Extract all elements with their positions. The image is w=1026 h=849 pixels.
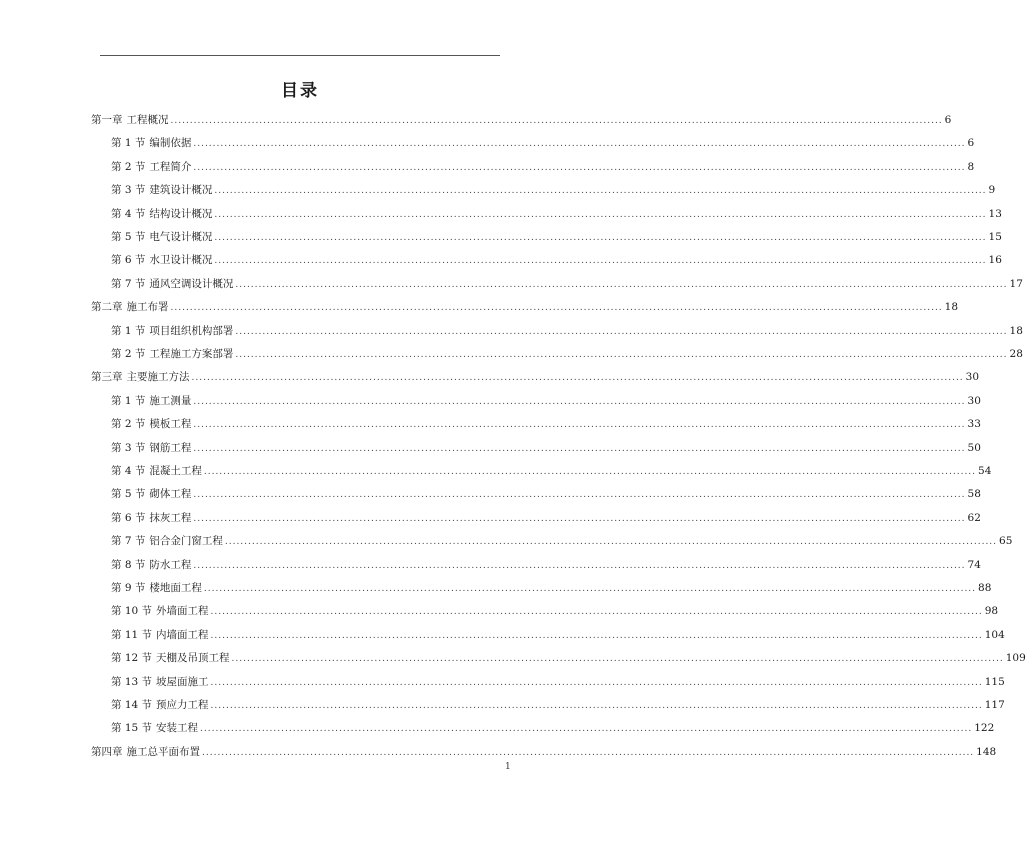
header-rule (100, 55, 500, 56)
toc-entry-title: 钢筋工程 (149, 441, 192, 454)
toc-entry-label (111, 486, 191, 502)
toc-entry-number: 第 3 节 (111, 441, 146, 454)
toc-entry-title: 混凝土工程 (149, 465, 202, 477)
toc-entry-page: 65 (999, 535, 1013, 548)
toc-entry-number: 第 9 节 (111, 582, 146, 594)
toc-entry-page: 18 (944, 301, 959, 314)
toc-entry-label (91, 369, 190, 385)
toc-entry-label (111, 135, 191, 151)
toc-entry-page: 6 (967, 137, 975, 150)
toc-entry-title: 工程概况 (126, 114, 169, 126)
toc-leader-dots: ........................................................................................................................................................................................................ (193, 443, 966, 454)
toc-entry-page: 28 (1009, 348, 1023, 360)
toc-entry-number: 第 2 节 (111, 348, 146, 360)
toc-entry-page: 9 (988, 184, 996, 197)
toc-entry-number: 第 15 节 (111, 722, 153, 735)
toc-entry-title: 楼地面工程 (149, 582, 202, 594)
toc-entry-title: 铝合金门窗工程 (149, 535, 223, 548)
toc-leader-dots: ........................................................................................................................................................................................................ (193, 490, 966, 501)
toc-entry-label (111, 674, 209, 690)
toc-entry-title: 通风空调设计概况 (149, 277, 234, 290)
toc-section-entry[interactable] (111, 533, 1013, 549)
toc-entry-number: 第 6 节 (111, 254, 146, 267)
toc-leader-dots: ........................................................................................................................................................................................................ (214, 186, 987, 197)
toc-leader-dots: ........................................................................................................................................................................................................ (235, 350, 1008, 360)
toc-entry-title: 砌体工程 (149, 488, 192, 501)
toc-leader-dots: ........................................................................................................................................................................................................ (210, 677, 983, 688)
toc-section-entry[interactable] (111, 486, 981, 502)
toc-entry-title: 施工布署 (126, 301, 169, 314)
toc-entry-number: 第三章 (91, 371, 123, 384)
toc-leader-dots: ........................................................................................................................................................................................................ (202, 747, 975, 758)
toc-entry-label (111, 276, 233, 292)
toc-entry-page: 88 (978, 582, 992, 594)
toc-chapter-entry[interactable] (91, 112, 952, 128)
toc-leader-dots: ........................................................................................................................................................................................................ (193, 560, 966, 571)
toc-entry-label (111, 510, 191, 526)
toc-entry-page: 104 (984, 628, 1005, 641)
toc-entry-number: 第 7 节 (111, 535, 146, 548)
toc-entry-label (111, 206, 212, 222)
toc-entry-label (111, 603, 209, 619)
toc-leader-dots: ........................................................................................................................................................................................................ (170, 303, 943, 314)
toc-leader-dots: ........................................................................................................................................................................................................ (170, 116, 943, 126)
toc-leader-dots: ........................................................................................................................................................................................................ (224, 537, 998, 548)
toc-entry-number: 第 4 节 (111, 465, 146, 477)
toc-entry-label (111, 182, 212, 198)
toc-entry-number: 第 5 节 (111, 488, 146, 501)
toc-section-entry[interactable] (111, 206, 1002, 222)
toc-entry-number: 第 12 节 (111, 652, 153, 665)
toc-entry-title: 建筑设计概况 (149, 184, 213, 197)
toc-section-entry[interactable] (111, 650, 1026, 666)
toc-section-entry[interactable] (111, 463, 992, 479)
toc-leader-dots: ........................................................................................................................................................................................................ (214, 256, 987, 267)
toc-section-entry[interactable] (111, 323, 1023, 339)
toc-entry-number: 第 13 节 (111, 675, 153, 688)
toc-entry-number: 第 1 节 (111, 137, 146, 150)
toc-leader-dots: ........................................................................................................................................................................................................ (193, 420, 966, 431)
toc-leader-dots: ........................................................................................................................................................................................................ (203, 584, 977, 594)
toc-entry-page: 115 (984, 675, 1005, 688)
toc-entry-page: 148 (976, 745, 997, 758)
toc-entry-label (111, 252, 212, 268)
toc-entry-page: 17 (1009, 277, 1023, 290)
toc-entry-number: 第 5 节 (111, 231, 146, 243)
toc-entry-number: 第 10 节 (111, 605, 153, 618)
toc-entry-title: 天棚及吊顶工程 (156, 652, 230, 665)
toc-entry-page: 54 (978, 465, 992, 477)
toc-section-entry[interactable] (111, 229, 1002, 245)
toc-chapter-entry[interactable] (91, 744, 997, 760)
toc-section-entry[interactable] (111, 416, 981, 432)
toc-entry-label (111, 346, 233, 362)
toc-entry-page: 98 (984, 605, 999, 618)
toc-leader-dots: ........................................................................................................................................................................................................ (191, 373, 964, 384)
toc-entry-number: 第四章 (91, 745, 123, 758)
toc-entry-label (111, 580, 202, 596)
toc-entry-page: 58 (967, 488, 981, 501)
toc-entry-label (111, 720, 198, 736)
page-number: 1 (505, 762, 511, 772)
toc-entry-label (111, 229, 212, 245)
toc-entry-page: 18 (1009, 324, 1023, 337)
toc-section-entry[interactable] (111, 720, 995, 736)
toc-section-entry[interactable] (111, 674, 1005, 690)
toc-entry-page: 33 (967, 418, 981, 431)
toc-entry-title: 编制依据 (149, 137, 192, 150)
toc-entry-label (111, 697, 209, 713)
toc-entry-page: 122 (974, 722, 995, 735)
toc-entry-label (111, 533, 223, 549)
toc-entry-title: 外墙面工程 (156, 605, 209, 618)
toc-section-entry[interactable] (111, 510, 981, 526)
toc-leader-dots: ........................................................................................................................................................................................................ (193, 162, 966, 173)
toc-entry-title: 防水工程 (149, 558, 192, 571)
toc-entry-number: 第二章 (91, 301, 123, 314)
toc-leader-dots: ........................................................................................................................................................................................................ (210, 701, 983, 711)
toc-leader-dots: ........................................................................................................................................................................................................ (193, 513, 966, 524)
toc-entry-label (111, 463, 202, 479)
toc-section-entry[interactable] (111, 440, 981, 456)
toc-entry-title: 施工测量 (149, 394, 192, 407)
toc-entry-number: 第 3 节 (111, 184, 146, 197)
toc-entry-number: 第 2 节 (111, 418, 146, 431)
toc-section-entry[interactable] (111, 697, 1005, 713)
toc-entry-number: 第一章 (91, 114, 123, 126)
toc-entry-page: 15 (988, 231, 1002, 243)
toc-entry-label (91, 299, 169, 315)
toc-section-entry[interactable] (111, 393, 981, 409)
toc-entry-page: 16 (988, 254, 1002, 267)
toc-leader-dots: ........................................................................................................................................................................................................ (235, 326, 1008, 337)
toc-section-entry[interactable] (111, 346, 1023, 362)
toc-section-entry[interactable] (111, 603, 999, 619)
toc-entry-number: 第 11 节 (111, 628, 153, 641)
toc-entry-number: 第 1 节 (111, 324, 146, 337)
toc-entry-title: 电气设计概况 (149, 231, 213, 243)
toc-entry-title: 坡屋面施工 (156, 675, 209, 688)
toc-entry-page: 8 (967, 160, 975, 173)
toc-entry-title: 结构设计概况 (149, 207, 213, 220)
toc-leader-dots: ........................................................................................................................................................................................................ (200, 724, 973, 735)
toc-section-entry[interactable] (111, 627, 1005, 643)
toc-entry-number: 第 2 节 (111, 160, 146, 173)
toc-entry-number: 第 1 节 (111, 394, 146, 407)
toc-entry-label (111, 557, 191, 573)
toc-entry-page: 13 (988, 207, 1002, 220)
toc-section-entry[interactable] (111, 276, 1023, 292)
toc-section-entry[interactable] (111, 159, 975, 175)
toc-leader-dots: ........................................................................................................................................................................................................ (193, 139, 966, 150)
toc-entry-page: 109 (1005, 652, 1026, 665)
toc-entry-label (111, 440, 191, 456)
toc-entry-label (111, 323, 233, 339)
toc-section-entry[interactable] (111, 135, 975, 151)
toc-entry-title: 工程简介 (149, 160, 192, 173)
toc-entry-page: 62 (967, 511, 981, 524)
toc-entry-page: 74 (967, 558, 981, 571)
toc-entry-title: 施工总平面布置 (126, 745, 200, 758)
toc-section-entry[interactable] (111, 557, 981, 573)
toc-entry-label (91, 744, 200, 760)
toc-entry-number: 第 8 节 (111, 558, 146, 571)
toc-leader-dots: ........................................................................................................................................................................................................ (193, 396, 966, 407)
toc-entry-label (111, 650, 230, 666)
toc-entry-title: 抹灰工程 (149, 511, 192, 524)
toc-leader-dots: ........................................................................................................................................................................................................ (214, 209, 987, 220)
toc-entry-page: 30 (965, 371, 980, 384)
toc-entry-page: 6 (944, 114, 952, 126)
toc-entry-label (111, 627, 209, 643)
toc-entry-title: 内墙面工程 (156, 628, 209, 641)
toc-entry-title: 工程施工方案部署 (149, 348, 234, 360)
toc-entry-title: 主要施工方法 (126, 371, 190, 384)
toc-leader-dots: ........................................................................................................................................................................................................ (210, 607, 983, 618)
toc-section-entry[interactable] (111, 252, 1002, 268)
toc-entry-title: 水卫设计概况 (149, 254, 213, 267)
toc-section-entry[interactable] (111, 182, 996, 198)
toc-leader-dots: ........................................................................................................................................................................................................ (203, 467, 977, 477)
toc-entry-page: 50 (967, 441, 981, 454)
toc-leader-dots: ........................................................................................................................................................................................................ (214, 233, 987, 243)
toc-entry-page: 117 (984, 699, 1005, 711)
toc-section-entry[interactable] (111, 580, 992, 596)
toc-entry-number: 第 14 节 (111, 699, 153, 711)
toc-entry-title: 项目组织机构部署 (149, 324, 234, 337)
toc-entry-page: 30 (967, 394, 981, 407)
toc-leader-dots: ........................................................................................................................................................................................................ (235, 279, 1008, 290)
toc-entry-label (91, 112, 169, 128)
toc-entry-title: 预应力工程 (156, 699, 209, 711)
toc-entry-number: 第 6 节 (111, 511, 146, 524)
toc-entry-title: 安装工程 (156, 722, 199, 735)
toc-entry-label (111, 393, 191, 409)
toc-leader-dots: ........................................................................................................................................................................................................ (210, 630, 983, 641)
toc-entry-label (111, 159, 191, 175)
toc-entry-label (111, 416, 191, 432)
toc-entry-number: 第 4 节 (111, 207, 146, 220)
toc-chapter-entry[interactable] (91, 299, 959, 315)
toc-title: 目录 (281, 81, 319, 101)
toc-entry-number: 第 7 节 (111, 277, 146, 290)
toc-entry-title: 模板工程 (149, 418, 192, 431)
toc-leader-dots: ........................................................................................................................................................................................................ (231, 654, 1004, 665)
toc-chapter-entry[interactable] (91, 369, 980, 385)
